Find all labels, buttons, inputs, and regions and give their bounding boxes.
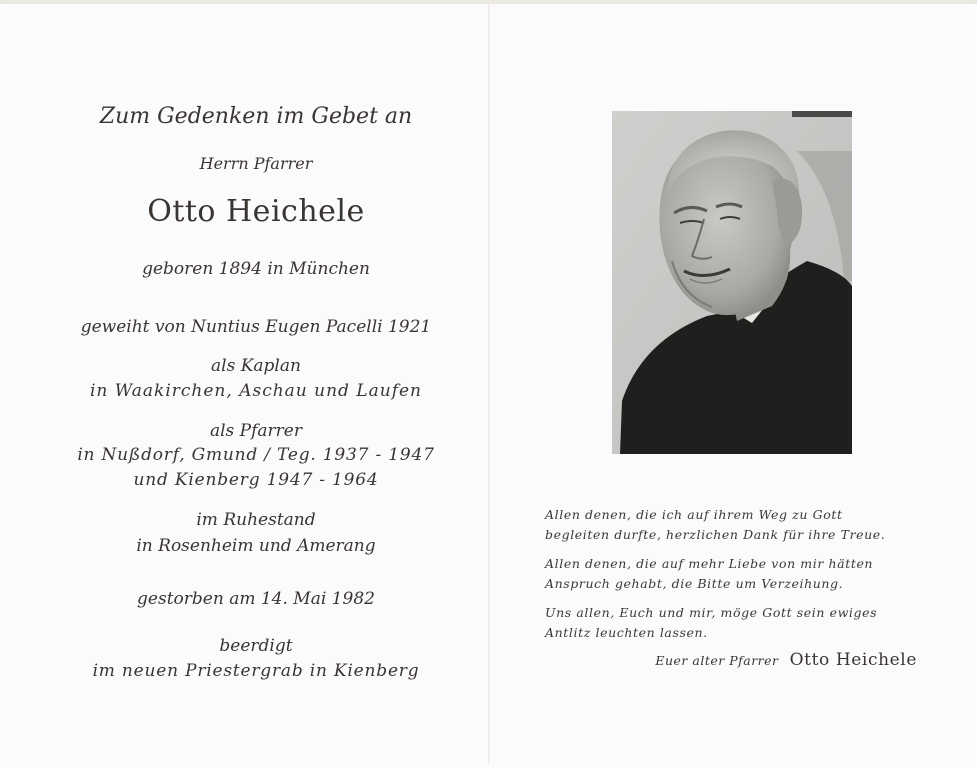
- forgiveness-paragraph: [545, 554, 917, 594]
- signature-line: [545, 650, 917, 670]
- retirement-title: im Ruhestand: [196, 510, 316, 530]
- pfarrer-places-line2: und Kienberg 1947 - 1964: [133, 470, 379, 490]
- thanks-line2: begleiten durfte, herzlichen Dank für ihre Treue.: [545, 527, 886, 542]
- signature-prefix: Euer alter Pfarrer: [655, 653, 779, 668]
- pfarrer-places-line1: in Nußdorf, Gmund / Teg. 1937 - 1947: [77, 445, 435, 465]
- left-panel: [6, 4, 488, 764]
- forgiveness-line2: Anspruch gehabt, die Bitte um Verzeihung.: [545, 576, 844, 591]
- pfarrer-title: als Pfarrer: [209, 421, 302, 441]
- thanks-paragraph: [545, 505, 917, 545]
- memorial-heading: Zum Gedenken im Gebet an: [99, 104, 413, 129]
- thanks-line1: Allen denen, die ich auf ihrem Weg zu Gott: [545, 507, 843, 522]
- burial-title: beerdigt: [219, 636, 293, 656]
- portrait-photo: [612, 111, 852, 454]
- signature-name: Otto Heichele: [789, 650, 917, 670]
- kaplan-title: als Kaplan: [211, 356, 301, 376]
- kaplan-places: in Waakirchen, Aschau und Laufen: [89, 381, 423, 401]
- ordination-line: geweiht von Nuntius Eugen Pacelli 1921: [80, 317, 432, 337]
- burial-place: im neuen Priestergrab in Kienberg: [92, 661, 420, 681]
- retirement-places: in Rosenheim und Amerang: [136, 536, 376, 556]
- forgiveness-line1: Allen denen, die auf mehr Liebe von mir hätten: [545, 556, 874, 571]
- blessing-paragraph: [545, 603, 917, 643]
- birth-line: geboren 1894 in München: [142, 259, 370, 279]
- death-line: gestorben am 14. Mai 1982: [137, 589, 375, 609]
- blessing-line1: Uns allen, Euch und mir, möge Gott sein ewiges: [545, 605, 878, 620]
- honorific-title: Herrn Pfarrer: [199, 154, 313, 173]
- blessing-line2: Antlitz leuchten lassen.: [545, 625, 708, 640]
- deceased-name: Otto Heichele: [147, 194, 365, 229]
